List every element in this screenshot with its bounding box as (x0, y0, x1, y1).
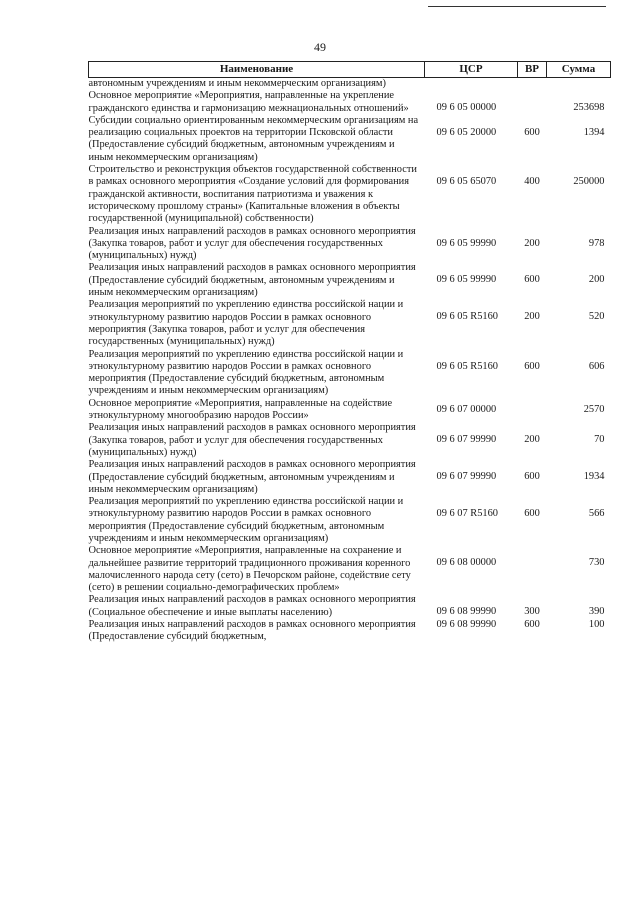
row-csr-cell: 09 6 07 99990 (436, 434, 497, 446)
row-name-cell: Реализация иных направлений расходов в рамках основного мероприятия (Закупка товаров, работ и услуг для обеспечения государственных (муниципальных) нужд) (88, 225, 416, 262)
row-vr-cell: 600 (524, 126, 540, 138)
budget-table (88, 61, 611, 644)
table-row (89, 422, 611, 459)
row-vr-cell: 600 (524, 360, 540, 372)
row-csr-cell: 09 6 05 00000 (436, 102, 497, 114)
header-csr: ЦСР (425, 62, 518, 78)
table-row (89, 164, 611, 225)
row-vr-cell: 400 (524, 176, 540, 188)
row-csr-cell: 09 6 05 20000 (436, 126, 497, 138)
row-csr-cell: 09 6 08 99990 (436, 619, 497, 631)
row-sum-cell: 100 (588, 619, 605, 631)
row-sum-cell: 250000 (573, 176, 605, 188)
row-name-cell: автономным учреждениям и иным некоммерческим организациям) (88, 78, 386, 89)
table-row (89, 226, 611, 263)
row-name-cell: Реализация мероприятий по укреплению единства российской нации и этнокультурному развитию народов России в рамках основного мероприятия (Предоставление субсидий бюджетным, автономным учреждениям и иным некоммерческим организациям) (88, 496, 404, 544)
page-number: 49 (314, 40, 326, 54)
header-name: Наименование (89, 62, 425, 78)
row-vr-cell (518, 398, 547, 423)
row-sum-cell (547, 78, 611, 91)
row-name-cell: Реализация иных направлений расходов в рамках основного мероприятия (Предоставление субсидий бюджетным, автономным учреждениям и иным некоммерческим организациям) (88, 459, 416, 495)
row-sum-cell: 1394 (583, 126, 605, 138)
row-csr-cell: 09 6 07 00000 (436, 403, 497, 415)
row-vr-cell: 200 (524, 311, 540, 323)
row-sum-cell: 70 (594, 434, 605, 446)
row-vr-cell: 200 (524, 237, 540, 249)
row-name-cell: Реализация мероприятий по укреплению единства российской нации и этнокультурному развитию народов России в рамках основного мероприятия (Предоставление субсидий бюджетным, автономным учреждениям и иным некоммерческим организациям) (88, 348, 404, 397)
row-vr-cell: 300 (524, 606, 540, 618)
table-row (89, 545, 611, 594)
table-row (89, 619, 611, 644)
header-vr: ВР (518, 62, 547, 78)
row-csr-cell: 09 6 07 R5160 (436, 508, 498, 520)
row-sum-cell: 730 (588, 557, 605, 569)
row-name-cell: Реализация иных направлений расходов в рамках основного мероприятия (Предоставление субсидий бюджетным, (88, 619, 416, 643)
row-csr-cell: 09 6 07 99990 (436, 471, 497, 483)
row-sum-cell: 978 (588, 237, 605, 249)
row-vr-cell: 200 (524, 434, 540, 446)
table-body (89, 78, 611, 644)
top-border-line (428, 6, 606, 7)
row-name-cell: Основное мероприятие «Мероприятия, направленные на содействие этнокультурному многообразию народов России» (88, 397, 393, 422)
table-row (89, 90, 611, 115)
row-csr-cell: 09 6 05 99990 (436, 274, 497, 286)
table-row (89, 299, 611, 348)
row-vr-cell: 600 (524, 274, 540, 286)
table-row (89, 459, 611, 496)
row-csr-cell: 09 6 05 99990 (436, 237, 497, 249)
table-row (89, 496, 611, 545)
row-sum-cell: 520 (588, 311, 605, 323)
table-row (89, 262, 611, 299)
row-csr-cell: 09 6 05 R5160 (436, 360, 498, 372)
row-name-cell: Основное мероприятие «Мероприятия, направленные на укрепление гражданского единства и гармонизацию межнациональных отношений» (88, 90, 409, 114)
row-sum-cell: 2570 (583, 403, 605, 415)
row-csr-cell: 09 6 08 00000 (436, 557, 497, 569)
header-sum: Сумма (547, 62, 611, 78)
row-vr-cell (518, 78, 547, 91)
row-name-cell: Реализация иных направлений расходов в рамках основного мероприятия (Предоставление субсидий бюджетным, автономным учреждениям и иным некоммерческим организациям) (88, 262, 416, 299)
row-vr-cell (518, 545, 547, 594)
row-vr-cell: 600 (524, 471, 540, 483)
row-name-cell: Основное мероприятие «Мероприятия, направленные на сохранение и дальнейшее развитие территорий традиционного проживания коренного малочисленного народа сету (сето) в Печорском районе, содействие сету (сето) в решении социально-демографических проблем» (88, 545, 411, 594)
row-csr-cell: 09 6 05 65070 (436, 176, 497, 188)
row-csr-cell: 09 6 05 R5160 (436, 311, 498, 323)
table-row (89, 349, 611, 398)
row-sum-cell: 390 (588, 606, 605, 618)
row-sum-cell: 200 (588, 274, 605, 286)
row-sum-cell: 1934 (583, 471, 605, 483)
row-vr-cell: 600 (524, 619, 540, 631)
row-name-cell: Реализация иных направлений расходов в рамках основного мероприятия (Социальное обеспечение и иные выплаты населению) (88, 594, 416, 618)
row-csr-cell: 09 6 08 99990 (436, 606, 497, 618)
table-row (89, 78, 611, 91)
table-header-row (89, 62, 611, 78)
table-row (89, 398, 611, 423)
row-vr-cell (518, 90, 547, 115)
row-name-cell: Реализация иных направлений расходов в рамках основного мероприятия (Закупка товаров, работ и услуг для обеспечения государственных (муниципальных) нужд) (88, 422, 416, 458)
table-row (89, 115, 611, 164)
row-name-cell: Реализация мероприятий по укреплению единства российской нации и этнокультурному развитию народов России в рамках основного мероприятия (Закупка товаров, работ и услуг для обеспечения государственных (муниципальных) нужд) (88, 299, 404, 348)
row-vr-cell: 600 (524, 508, 540, 520)
row-sum-cell: 566 (588, 508, 605, 520)
row-sum-cell: 606 (588, 360, 605, 372)
row-name-cell: Субсидии социально ориентированным некоммерческим организациям на реализацию социальных проектов на территории Псковской области (Предоставление субсидий бюджетным, автономным учреждениям и иным некоммерческим организациям) (88, 114, 419, 163)
row-csr-cell (425, 78, 518, 91)
row-sum-cell: 253698 (573, 102, 605, 114)
row-name-cell: Строительство и реконструкция объектов государственной собственности в рамках основного мероприятия «Создание условий для формирования гражданской активности, воспитания патриотизма и уважения к историческому прошлому страны» (Капитальные вложения в объекты государственной (муниципальной) собственности) (88, 164, 417, 225)
table-row (89, 594, 611, 619)
